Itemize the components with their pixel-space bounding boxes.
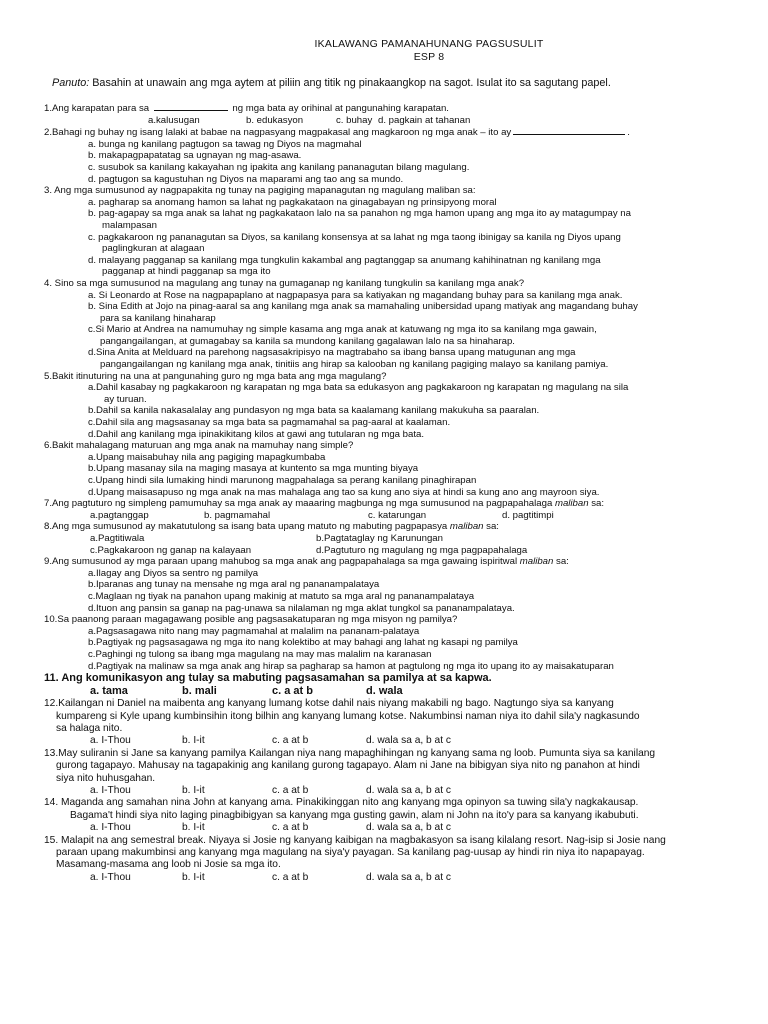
stem-text: 9.Ang sumusunod ay mga paraan upang mahubog sa mga anak ang pagpapahalaga sa mga gawaing ispiritwal [44, 556, 520, 568]
question-11 [44, 672, 742, 698]
question-14 [44, 797, 742, 834]
choice-d: d. wala sa a, b at c [366, 784, 451, 796]
choice-d: d. pagtitimpi [502, 509, 554, 521]
question-stem [44, 556, 742, 568]
exam-title: IKALAWANG PAMANAHUNANG PAGSUSULIT [314, 38, 544, 50]
stem-text: 1.Ang karapatan para sa [44, 103, 152, 114]
question-5 [44, 371, 742, 441]
choice-d-cont: pangangailangan ng kanilang mga anak, tinitiis ang hirap sa kalooban ng kanilang pagiging malayo sa kanilang pamiya. [100, 359, 609, 371]
choice-b: b. I-it [182, 871, 205, 883]
question-1 [44, 102, 742, 126]
stem-text: ng mga bata ay orihinal at pangunahing karapatan. [229, 103, 449, 114]
choice-a: a. pagharap sa anomang hamon sa lahat ng pagkakataon na ginagabayan ng prinsipyong moral [88, 196, 497, 208]
choice-c: c. katarungan [368, 509, 427, 521]
question-15 [44, 835, 742, 885]
choice-d: d.Pagtuturo ng magulang ng mga pagpapahalaga [316, 544, 528, 556]
question-stem: 14. Maganda ang samahan nina John at kanyang ama. Pinakikinggan nito ang kanyang mga opinyon sa tuwing sila'y nagkakausap. [44, 797, 639, 809]
choices [44, 382, 742, 440]
choice-a: a.Upang maisabuhay nila ang pagiging mapagkumbaba [88, 451, 326, 463]
choices [44, 139, 742, 185]
question-stem [44, 126, 742, 139]
choice-a: a.pagtanggap [90, 509, 149, 521]
choice-c: c. susubok sa kanilang kakayahan ng ipakita ang kanilang pananagutan bilang magulang. [88, 161, 470, 173]
choices [44, 568, 742, 614]
choice-c: c.Upang hindi sila lumaking hindi marunong magpahalaga sa perang kanilang pinaghirapan [88, 475, 477, 486]
choice-b: b. pagmamahal [204, 509, 271, 521]
choice-a-cont: ay turuan. [104, 393, 147, 405]
choice-d: d.Upang maisasapuso ng mga anak na mas mahalaga ang tao sa kung ano siya at hindi sa kung ano ang mayroon siya. [88, 486, 600, 498]
question-13 [44, 748, 742, 798]
choice-b: b.Pagtiyak ng pagsasagawa ng mga ito nang kolektibo at may bahagi ang lahat ng kasapi ng pamilya [88, 637, 518, 649]
choice-d: d. wala [366, 685, 403, 698]
question-3 [44, 185, 742, 278]
choice-c: c. a at b [272, 784, 309, 796]
instructions [52, 77, 742, 90]
choices-row [44, 510, 742, 522]
question-7 [44, 498, 742, 521]
choice-b: b. pag-agapay sa mga anak sa lahat ng pagkakataon lalo na sa panahon ng mga hamon upang ang mga ito ay matagumpay na [88, 208, 631, 220]
question-stem: 10.Sa paanong paraan magagawang posible ang pagsasakatuparan ng mga misyon ng pamilya? [44, 614, 458, 626]
choice-b: b. Sina Edith at Jojo na pinag-aaral sa ang kanilang mga anak sa mamahaling unibersidad upang matiyak ang magandang buhay [88, 301, 638, 313]
stem-text: 2.Bahagi ng buhay ng isang lalaki at babae na nagpasyang magpakasal ang magkaroon ng mga anak – ito ay [44, 127, 512, 139]
choice-d: d. wala sa a, b at c [366, 871, 451, 883]
choice-a: a.kalusugan [148, 114, 200, 126]
question-stem [44, 521, 742, 533]
question-stem: 12.Kailangan ni Daniel na maibenta ang kanyang lumang kotse dahil nais niyang makabili ng bago. Nagtungo siya sa kanyang [44, 698, 614, 710]
choice-d: d. wala sa a, b at c [366, 735, 451, 747]
stem-text: sa: [588, 498, 605, 510]
choice-a: a. bunga ng kanilang pagtugon sa tawag ng Diyos na magmahal [88, 138, 362, 150]
choice-d: d. malayang pagganap sa kanilang mga tungkulin kakambal ang pagtanggap sa anumang kahihinatnan ng kanilang mga [88, 254, 601, 266]
question-stem-cont: siya nito huhusgahan. [56, 772, 156, 784]
question-stem-cont: paraan upang makumbinsi ang kanyang mga magulang na siya'y payagan. Sa kanilang pag-uusap ay hindi rin niya ito napapayag. [56, 846, 645, 858]
question-stem: 5.Bakit itinuturing na una at pangunahing guro ng mga bata ang mga magulang? [44, 370, 387, 382]
choices [44, 197, 742, 278]
choice-a: a. I-Thou [90, 735, 131, 747]
choice-b: b. I-it [182, 822, 205, 834]
choice-c: c.Paghingi ng tulong sa ibang mga magulang na may mas malalim na karanasan [88, 648, 432, 660]
question-stem-cont: kumpareng si Kyle upang kumbinsihin itong bilhin ang kanyang lumang kotse. Nakumbinsi naman niya ito dahil sila'y nagkasundo [56, 710, 640, 722]
choice-d: d. pagkain at tahanan [378, 114, 471, 126]
choice-d: d.Ituon ang pansin sa ganap na pag-unawa sa nilalaman ng mga aklat tungkol sa pananampalataya. [88, 602, 515, 614]
choice-b: b.Iparanas ang tunay na mensahe ng mga aral ng pananampalataya [88, 579, 380, 591]
question-stem-cont: Masamang-masama ang loob ni Josie sa mga ito. [56, 859, 281, 871]
question-stem: 15. Malapit na ang semestral break. Niyaya si Josie ng kanyang kaibigan na magbakasyon sa isang kilalang resort. Nag-isip si Josie nang [44, 834, 666, 846]
question-stem: 6.Bakit mahalagang maturuan ang mga anak na mamuhay nang simple? [44, 440, 354, 452]
stem-text: . [627, 127, 630, 139]
choices-row [44, 533, 742, 545]
choice-c: c. pagkakaroon ng pananagutan sa Diyos, sa kanilang konsensya at sa lahat ng mga taong ibinigay sa kanila ng Diyos upang [88, 231, 621, 243]
choice-b-cont: malampasan [102, 219, 157, 231]
instructions-text: Basahin at unawain ang mga aytem at piliin ang titik ng pinakaangkop na sagot. Isulat ito sa sagutang papel. [89, 77, 611, 89]
choice-a: a. I-Thou [90, 822, 131, 834]
choices [44, 290, 742, 371]
choice-d-cont: pagganap at hindi pagganap sa mga ito [102, 266, 271, 278]
question-stem: 13.May suliranin si Jane sa kanyang pamilya Kailangan niya nang mapaghihingan ng kanyang sama ng loob. Pumunta siya sa kanilang [44, 747, 656, 759]
choice-c-cont: paglingkuran at alagaan [102, 243, 205, 255]
choice-d: d. wala sa a, b at c [366, 822, 451, 834]
choice-c: c.Maglaan ng tiyak na panahon upang makinig at matuto sa mga aral ng pananampalataya [88, 590, 475, 602]
question-stem-cont: gurong tagapayo. Mahusay na tagapakinig ang kanilang gurong tagapayo. Alam ni Jane na bibigyan siya nito ng panahon at hindi [56, 760, 640, 772]
question-6 [44, 440, 742, 498]
choice-a: a.Ilagay ang Diyos sa sentro ng pamilya [88, 567, 259, 579]
choice-b: b. edukasyon [246, 114, 304, 126]
choice-b: b. I-it [182, 784, 205, 796]
choice-a: a. I-Thou [90, 871, 131, 883]
stem-emphasis: maliban [554, 498, 589, 510]
choice-d: d.Pagtiyak na malinaw sa mga anak ang hirap sa pagharap sa hamon at pagtulong ng mga ito upang ito ay maisakatuparan [88, 660, 614, 672]
choices [44, 626, 742, 672]
question-stem-cont: Bagama't hindi siya nito laging pinagbibigyan sa kanyang mga gusting gawin, alam ni John na ito'y para sa kanyang ikabubuti. [70, 809, 639, 821]
question-stem-cont: sa halaga nito. [56, 722, 123, 734]
choice-c: c. a at b [272, 685, 313, 698]
stem-emphasis: maliban [519, 556, 554, 568]
choice-a: a.Dahil kasabay ng pagkakaroon ng karapatan ng mga bata sa edukasyon ang pagkakaroon ng karapatan ng magulang na sila [88, 382, 629, 394]
stem-text: 8.Ang mga sumusunod ay makatutulong sa isang bata upang matuto ng mabuting pagpapasya [44, 521, 450, 533]
choice-c: c. a at b [272, 871, 309, 883]
choices-row [44, 115, 742, 127]
choice-c: c.Pagkakaroon ng ganap na kalayaan [90, 544, 252, 556]
stem-text: sa: [483, 521, 499, 533]
stem-text: 7.Ang pagtuturo ng simpleng pamumuhay sa mga anak ay maaaring magbunga ng mga sumusunod na pagpapahalaga [44, 498, 555, 510]
choice-c: c. a at b [272, 822, 309, 834]
choice-a: a.Pagtitiwala [90, 532, 145, 544]
choice-b: b. makapagpapatatag sa ugnayan ng mag-asawa. [88, 150, 302, 162]
answer-blank [154, 102, 228, 111]
question-2 [44, 126, 742, 185]
choice-d: d.Sina Anita at Melduard na parehong nagsasakripisyo na magtrabaho sa ibang bansa upang matugunan ang mga [88, 347, 576, 359]
choice-a: a. I-Thou [90, 784, 131, 796]
choices-row [44, 545, 742, 557]
choice-c: c. buhay [336, 114, 373, 126]
instructions-label: Panuto: [52, 77, 90, 89]
question-4 [44, 278, 742, 371]
choice-a: a.Pagsasagawa nito nang may pagmamahal at malalim na pananam-palataya [88, 625, 420, 637]
choice-b: b. mali [182, 685, 217, 698]
exam-subtitle: ESP 8 [413, 50, 445, 63]
choice-a: a. tama [90, 685, 128, 698]
stem-text: sa: [553, 556, 569, 568]
choice-d: d. pagtugon sa kagustuhan ng Diyos na maparami ang tao ang sa mundo. [88, 173, 404, 185]
choice-b: b. I-it [182, 735, 205, 747]
choices-row [44, 785, 742, 797]
question-stem [44, 498, 742, 510]
choice-c-cont: pangangailangan, at gumagabay sa kanila sa mundong kanilang gagalawan lalo na sa hinaharap. [100, 335, 515, 347]
choice-c: c. a at b [272, 735, 309, 747]
choices-row [44, 735, 742, 747]
question-12 [44, 698, 742, 748]
question-8 [44, 521, 742, 556]
choice-d: d.Dahil ang kanilang mga ipinakikitang kilos at gawi ang tutularan ng mga bata. [88, 428, 424, 440]
choices-row [44, 822, 742, 834]
question-10 [44, 614, 742, 672]
choice-b-cont: para sa kanilang hinaharap [100, 312, 216, 324]
stem-emphasis: maliban [449, 521, 484, 533]
choices-row [44, 872, 742, 884]
choice-b: b.Pagtataglay ng Karunungan [316, 532, 443, 544]
choice-c: c.Dahil sila ang magsasanay sa mga bata sa pagmamahal sa pag-aaral at kaalaman. [88, 417, 451, 429]
choice-c: c.Si Mario at Andrea na namumuhay ng simple kasama ang mga anak at katuwang ng mga ito sa kanilang mga gawain, [88, 324, 597, 336]
question-stem: 11. Ang komunikasyon ang tulay sa mabuting pagsasamahan sa pamilya at sa kapwa. [44, 672, 492, 685]
choices-row [44, 685, 742, 698]
choice-b: b.Upang masanay sila na maging masaya at kuntento sa mga munting biyaya [88, 463, 419, 475]
answer-blank [513, 126, 625, 135]
question-9 [44, 556, 742, 614]
question-stem: 4. Sino sa mga sumusunod na magulang ang tunay na gumaganap ng kanilang tungkulin sa kanilang mga anak? [44, 277, 525, 289]
question-stem [44, 102, 742, 115]
choices [44, 452, 742, 498]
question-stem: 3. Ang mga sumusunod ay nagpapakita ng tunay na pagiging mapanagutan ng magulang maliban sa: [44, 185, 476, 197]
choice-a: a. Si Leonardo at Rose na nagpapaplano at nagpapasya para sa katiyakan ng magandang buhay para sa kanilang mga anak. [88, 289, 623, 301]
choice-b: b.Dahil sa kanila nakasalalay ang pundasyon ng mga bata sa kaalamang kanilang makukuha sa paaralan. [88, 405, 540, 417]
